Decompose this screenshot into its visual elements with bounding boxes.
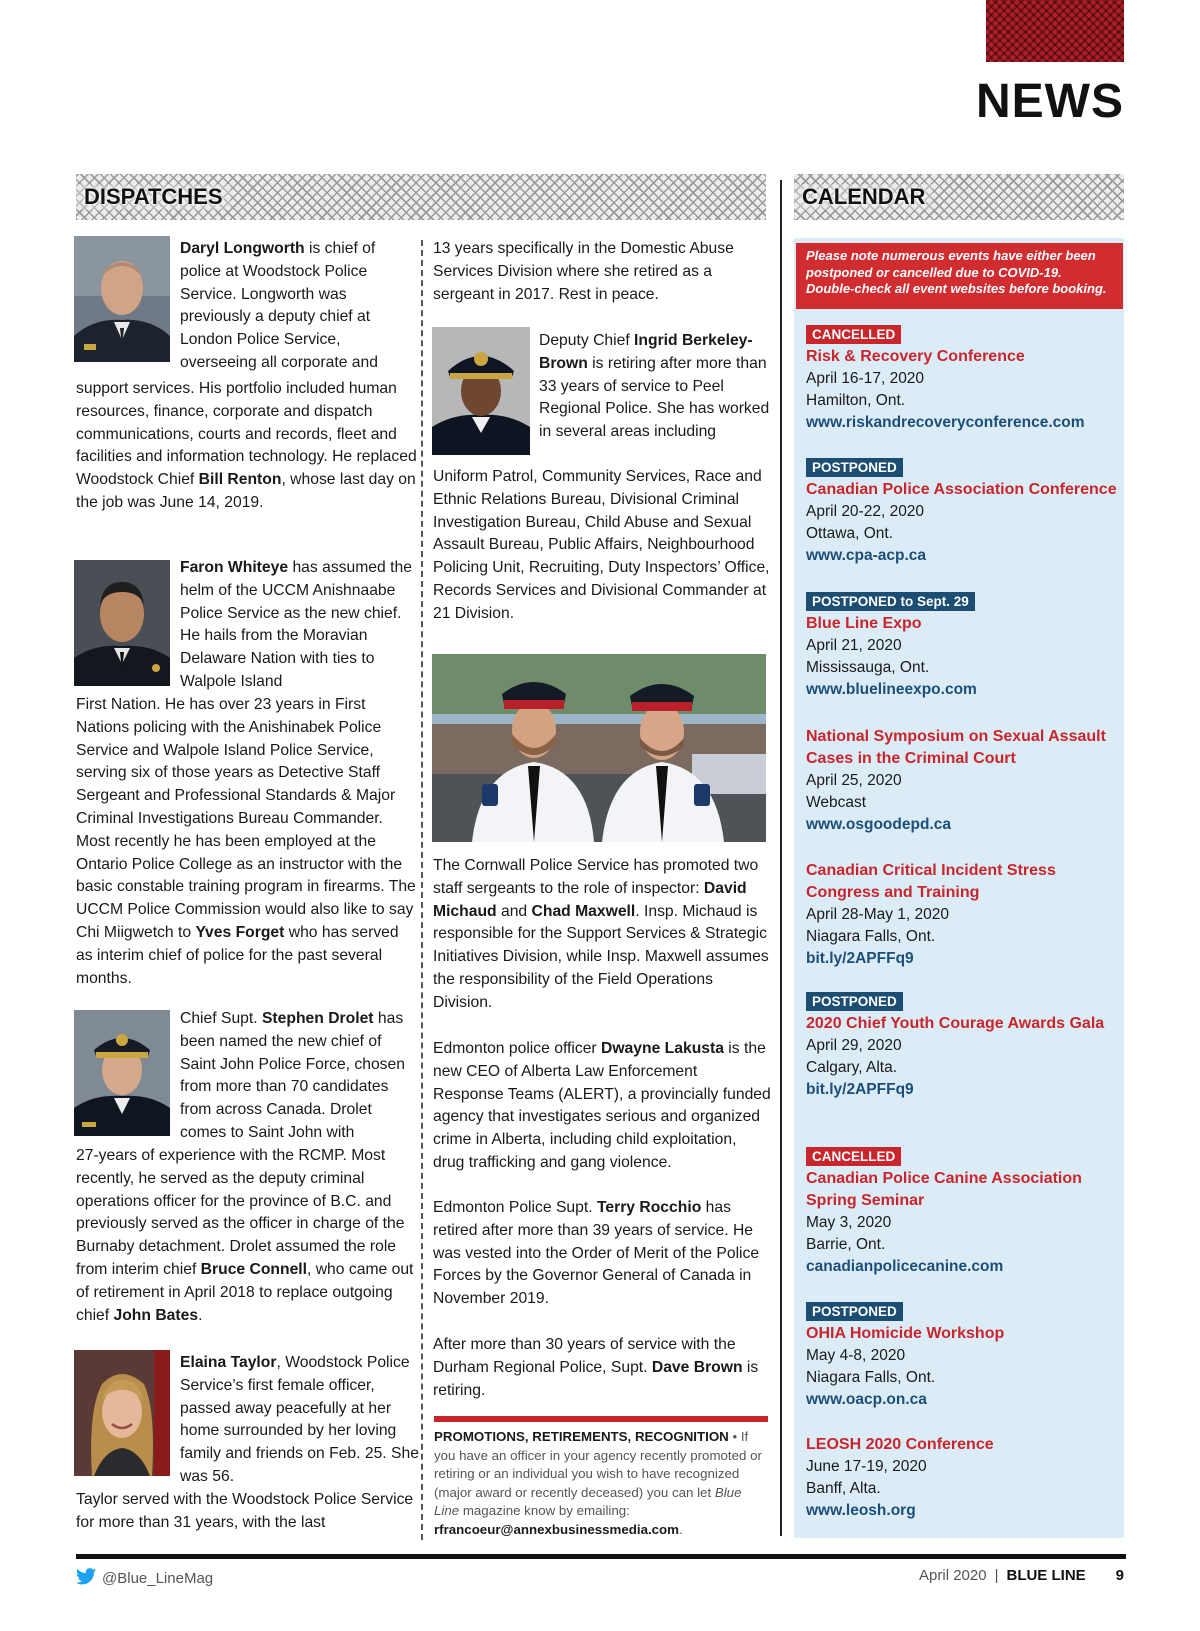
promo-text-2: magazine know by emailing: bbox=[459, 1503, 630, 1519]
event-url-link[interactable]: www.leosh.org bbox=[806, 1502, 916, 1519]
whiteye-text-2: First Nation. He has over 23 years in First Nations policing with the Anishinabek Police Service and Walpole Island Police Service, serving six of those years as Detective Staff Sergeant and Professional Standards & Major Criminal Investigations Bureau Commander. Most recently he has been employed at the Ontario Police College as an instructor with the basic constable training program in firearms. The UCCM Police Commission would also like to say Chi Miigwetch to bbox=[76, 696, 416, 941]
status-badge: CANCELLED bbox=[806, 1147, 901, 1166]
whiteye-para-2 bbox=[76, 694, 418, 990]
dave-brown-name: Dave Brown bbox=[651, 1358, 743, 1376]
whiteye-name: Faron Whiteye bbox=[180, 559, 289, 576]
event-date: May 3, 2020 bbox=[806, 1214, 892, 1231]
cornwall-text-2: . Insp. Michaud is responsible for the Support Services & Strategic Initiatives Division, while Insp. Maxwell assumes the responsibility of the Field Operations Division. bbox=[433, 902, 769, 1011]
footer-folio bbox=[919, 1567, 1124, 1584]
calendar-event bbox=[806, 1302, 1121, 1411]
bruce-connell-name: Bruce Connell bbox=[200, 1260, 308, 1278]
calendar-event bbox=[806, 458, 1121, 567]
event-place: Hamilton, Ont. bbox=[806, 392, 906, 409]
chad-maxwell-name: Chad Maxwell bbox=[531, 902, 636, 920]
event-title: Risk & Recovery Conference bbox=[806, 348, 1025, 365]
calendar-event bbox=[806, 860, 1121, 970]
rocchio-text-1: Edmonton Police Supt. bbox=[433, 1199, 597, 1216]
event-place: Ottawa, Ont. bbox=[806, 525, 894, 542]
taylor-name: Elaina Taylor bbox=[180, 1354, 277, 1371]
david-michaud-name: David Michaud bbox=[433, 879, 747, 920]
taylor-para-2 bbox=[76, 1489, 418, 1535]
berkeley-text-1: is retiring after more than 33 years of service to Peel Regional Police. She has worked in several areas including bbox=[539, 354, 770, 441]
cornwall-para bbox=[433, 855, 771, 1015]
section-title: NEWS bbox=[976, 75, 1124, 128]
calendar-event bbox=[806, 1434, 1121, 1522]
page-number: 9 bbox=[1115, 1567, 1124, 1584]
dispatches-heading-bar bbox=[76, 174, 766, 220]
event-date: April 28-May 1, 2020 bbox=[806, 906, 950, 923]
event-url-link[interactable]: www.riskandrecoveryconference.com bbox=[806, 414, 1085, 431]
drolet-name: Stephen Drolet bbox=[261, 1010, 374, 1027]
calendar-notice: Please note numerous events have either been postponed or cancelled due to COVID-19. Double-check all event websites before booking. bbox=[796, 243, 1123, 309]
event-place: Mississauga, Ont. bbox=[806, 659, 930, 676]
event-url-link[interactable]: www.cpa-acp.ca bbox=[806, 547, 927, 564]
calendar-heading: CALENDAR bbox=[794, 184, 933, 210]
event-place: Niagara Falls, Ont. bbox=[806, 928, 936, 945]
brown-para bbox=[433, 1334, 771, 1402]
longworth-text-2: support services. His portfolio included human resources, finance, corporate and dispatch communications, courts and records, fleet and facilities and information technology. He replaced Woodstock Chief bbox=[76, 380, 417, 489]
event-title: National Symposium on Sexual Assault Cases in the Criminal Court bbox=[806, 728, 1106, 767]
footer-twitter[interactable] bbox=[76, 1568, 213, 1589]
whiteye-text-1: has assumed the helm of the UCCM Anishnaabe Police Service as the new chief. He hails from the Moravian Delaware Nation with ties to Walpole Island bbox=[180, 559, 412, 690]
lakusta-para bbox=[433, 1038, 771, 1175]
drolet-prefix: Chief Supt. bbox=[180, 1010, 262, 1027]
status-badge: POSTPONED to Sept. 29 bbox=[806, 592, 975, 611]
event-url-link[interactable]: www.osgoodepd.ca bbox=[806, 816, 951, 833]
berkeley-para-2 bbox=[433, 466, 771, 626]
event-place: Niagara Falls, Ont. bbox=[806, 1369, 936, 1386]
taylor-text-2: Taylor served with the Woodstock Police Service for more than 31 years, with the last bbox=[76, 1491, 414, 1531]
dwayne-lakusta-name: Dwayne Lakusta bbox=[601, 1040, 724, 1057]
drolet-text-4: . bbox=[198, 1306, 203, 1324]
event-date: June 17-19, 2020 bbox=[806, 1458, 927, 1475]
taylor-para-3 bbox=[433, 238, 769, 306]
event-url-link[interactable]: bit.ly/2APFFq9 bbox=[806, 1081, 914, 1098]
drolet-text-3: , who came out of retirement in April 2018 to replace outgoing chief bbox=[76, 1260, 414, 1324]
calendar-event bbox=[806, 992, 1121, 1101]
longworth-text-1: is chief of police at Woodstock Police Service. Longworth was previously a deputy chief at London Police Service, overseeing all corporate and bbox=[180, 240, 378, 371]
event-place: Barrie, Ont. bbox=[806, 1236, 886, 1253]
longworth-para-2 bbox=[76, 378, 418, 515]
lakusta-text-1: Edmonton police officer bbox=[433, 1040, 602, 1057]
photo-ingrid-berkeley-brown bbox=[432, 327, 530, 455]
footer-separator: | bbox=[994, 1567, 999, 1584]
calendar-event bbox=[806, 726, 1121, 836]
twitter-icon bbox=[76, 1568, 96, 1589]
promo-box bbox=[434, 1428, 768, 1540]
promo-bullet: • bbox=[728, 1429, 741, 1444]
berkeley-prefix: Deputy Chief bbox=[539, 332, 635, 349]
promo-text-1: If you have an officer in your agency recently promoted or retiring or an individual you wish to have recognized (major award or recently deceased) you can let bbox=[434, 1429, 762, 1500]
calendar-event bbox=[806, 325, 1121, 434]
event-place: Calgary, Alta. bbox=[806, 1059, 898, 1076]
event-url-link[interactable]: canadianpolicecanine.com bbox=[806, 1258, 1004, 1275]
john-bates-name: John Bates bbox=[113, 1306, 199, 1324]
cornwall-and: and bbox=[496, 902, 532, 920]
taylor-para-1 bbox=[180, 1352, 420, 1489]
event-date: April 16-17, 2020 bbox=[806, 370, 925, 387]
status-badge: POSTPONED bbox=[806, 1302, 903, 1321]
event-title: Blue Line Expo bbox=[806, 615, 922, 632]
rocchio-text-2: has retired after more than 39 years of service. He was vested into the Order of Merit of the Police Forces by the Governor General of Canada in November 2019. bbox=[433, 1199, 760, 1308]
status-badge: CANCELLED bbox=[806, 325, 901, 344]
column-divider-dashed bbox=[421, 240, 423, 1540]
longworth-para-1 bbox=[180, 238, 420, 375]
event-place: Webcast bbox=[806, 794, 867, 811]
drolet-text-2: 27-years of experience with the RCMP. Most recently, he served as the deputy criminal operations officer for the province of B.C. and previously served as the officer in charge of the Burnaby detachment. Drolet assumed the role from interim chief bbox=[76, 1147, 405, 1278]
whiteye-para-1 bbox=[180, 557, 420, 694]
taylor-text-3: 13 years specifically in the Domestic Abuse Services Division where she retired as a sergeant in 2017. Rest in peace. bbox=[433, 240, 734, 303]
berkeley-para-1 bbox=[539, 330, 771, 444]
issue-date: April 2020 bbox=[919, 1567, 987, 1584]
longworth-name: Daryl Longworth bbox=[180, 240, 305, 257]
event-date: April 29, 2020 bbox=[806, 1037, 902, 1054]
footer-rule bbox=[76, 1554, 1126, 1559]
event-title: LEOSH 2020 Conference bbox=[806, 1436, 994, 1453]
berkeley-text-2: Uniform Patrol, Community Services, Race and Ethnic Relations Bureau, Divisional Criminal Investigation Bureau, Child Abuse and Sexual Assault Bureau, Public Affairs, Neighbourhood Policing Unit, Recruiting, Duty Inspectors’ Office, Records Services and Divisional Commander at 21 Division. bbox=[433, 468, 770, 622]
event-date: April 21, 2020 bbox=[806, 637, 902, 654]
promo-end: . bbox=[679, 1521, 683, 1537]
promo-rule bbox=[434, 1416, 768, 1422]
photo-daryl-longworth bbox=[74, 236, 170, 362]
event-place: Banff, Alta. bbox=[806, 1480, 881, 1497]
brown-text-1: After more than 30 years of service with the Durham Regional Police, Supt. bbox=[433, 1336, 736, 1376]
terry-rocchio-name: Terry Rocchio bbox=[596, 1199, 702, 1216]
event-title: Canadian Police Canine Association Spring Seminar bbox=[806, 1170, 1082, 1209]
photo-stephen-drolet bbox=[74, 1010, 170, 1136]
event-date: May 4-8, 2020 bbox=[806, 1347, 906, 1364]
drolet-text-1: has been named the new chief of Saint John Police Force, chosen from more than 70 candidates from across Canada. Drolet comes to Saint John with bbox=[180, 1010, 405, 1141]
event-url-link[interactable]: bit.ly/2APFFq9 bbox=[806, 950, 914, 967]
photo-elaina-taylor bbox=[74, 1350, 170, 1476]
event-title: Canadian Police Association Conference bbox=[806, 481, 1117, 498]
status-badge: POSTPONED bbox=[806, 992, 903, 1011]
lakusta-text-2: is the new CEO of Alberta Law Enforcement Response Teams (ALERT), a provincially funded agency that investigates serious and organized crime in Alberta, including child exploitation, drug trafficking and gang violence. bbox=[433, 1040, 771, 1171]
calendar-event bbox=[806, 1147, 1121, 1278]
twitter-handle: @Blue_LineMag bbox=[102, 1570, 214, 1587]
promo-heading: PROMOTIONS, RETIREMENTS, RECOGNITION bbox=[434, 1429, 729, 1444]
cornwall-text-1: The Cornwall Police Service has promoted two staff sergeants to the role of inspector: bbox=[433, 857, 759, 897]
event-title: Canadian Critical Incident Stress Congress and Training bbox=[806, 862, 1056, 901]
bill-renton-name: Bill Renton bbox=[198, 471, 282, 489]
event-url-link[interactable]: www.oacp.on.ca bbox=[806, 1391, 927, 1408]
drolet-para-1 bbox=[180, 1008, 420, 1145]
rocchio-para bbox=[433, 1197, 771, 1311]
promo-magazine: Blue Line bbox=[434, 1484, 742, 1519]
column-divider-main bbox=[780, 180, 782, 1536]
status-badge: POSTPONED bbox=[806, 458, 903, 477]
event-date: April 25, 2020 bbox=[806, 772, 902, 789]
dispatches-heading: DISPATCHES bbox=[76, 184, 231, 210]
brown-text-2: is retiring. bbox=[433, 1358, 759, 1399]
longworth-text-3: , whose last day on the job was June 14, 2019. bbox=[76, 471, 416, 511]
photo-faron-whiteye bbox=[74, 560, 170, 686]
taylor-text-1: , Woodstock Police Service’s first female officer, passed away peacefully at her home surrounded by her loving family and friends on Feb. 25. She was 56. bbox=[180, 1354, 419, 1485]
event-title: 2020 Chief Youth Courage Awards Gala bbox=[806, 1015, 1105, 1032]
berkeley-name: Ingrid Berkeley-Brown bbox=[539, 332, 753, 372]
drolet-para-2 bbox=[76, 1145, 418, 1327]
calendar-event bbox=[806, 592, 1121, 701]
yves-forget-name: Yves Forget bbox=[195, 923, 285, 941]
magazine-name: BLUE LINE bbox=[1006, 1567, 1086, 1584]
event-url-link[interactable]: www.bluelineexpo.com bbox=[806, 681, 977, 698]
header-decoration bbox=[986, 0, 1124, 62]
event-title: OHIA Homicide Workshop bbox=[806, 1325, 1005, 1342]
whiteye-text-3: who has served as interim chief of police for the past several months. bbox=[76, 923, 399, 987]
promo-email-link[interactable]: rfrancoeur@annexbusinessmedia.com bbox=[434, 1521, 680, 1537]
photo-cornwall-inspectors bbox=[432, 654, 766, 842]
event-date: April 20-22, 2020 bbox=[806, 503, 925, 520]
calendar-heading-bar bbox=[794, 174, 1124, 220]
